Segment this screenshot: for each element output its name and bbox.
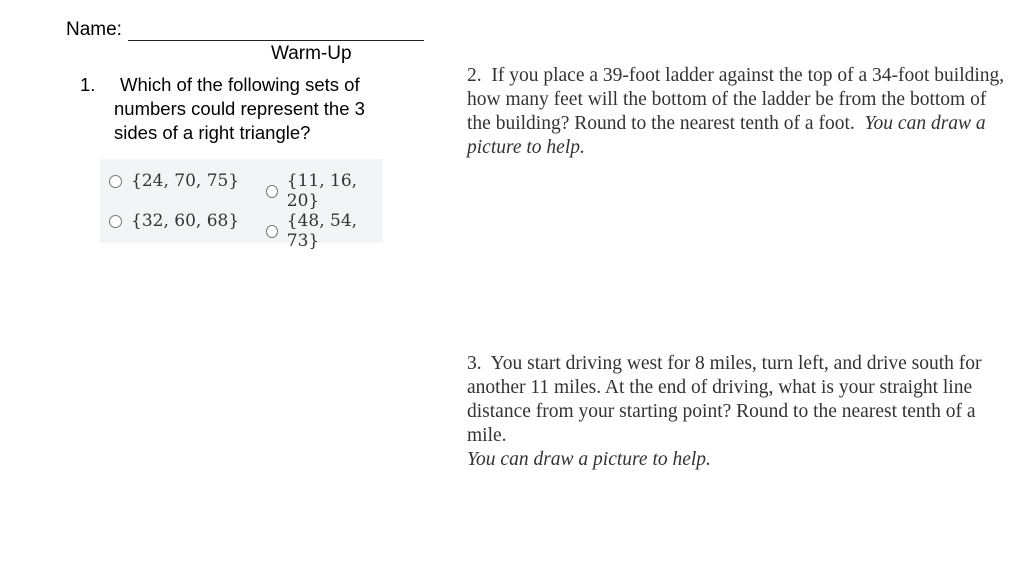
question-2 (467, 64, 1007, 160)
question-3-text: You start driving west for 8 miles, turn left, and drive south for another 11 miles. At the end of driving, what is your straight line distance from your starting point? Round to the nearest tenth of a mile. (467, 353, 982, 446)
question-1-options (100, 159, 383, 251)
option-a[interactable] (109, 171, 239, 191)
question-3-number: 3. (467, 353, 482, 374)
question-1-number: 1. (80, 74, 96, 95)
question-3 (467, 352, 1007, 472)
radio-icon[interactable] (109, 175, 122, 188)
page-title: Warm-Up (271, 43, 352, 64)
option-b[interactable] (266, 171, 383, 211)
option-c-label: {32, 60, 68} (131, 211, 240, 231)
option-a-label: {24, 70, 75} (131, 171, 240, 191)
question-1-text: Which of the following sets of numbers could represent the 3 sides of a right triangle? (114, 74, 365, 143)
question-2-help: You can draw a picture to help. (467, 113, 986, 158)
name-blank-line[interactable] (128, 20, 424, 41)
question-2-text: If you place a 39-foot ladder against the top of a 34-foot building, how many feet will the bottom of the ladder be from the bottom of the building? Round to the nearest tenth of a foot. (467, 65, 1005, 134)
option-d[interactable] (266, 211, 383, 251)
option-b-label: {11, 16, 20} (286, 171, 358, 211)
name-field (66, 19, 424, 41)
radio-icon[interactable] (266, 225, 278, 238)
radio-icon[interactable] (109, 215, 122, 228)
radio-icon[interactable] (266, 185, 278, 198)
option-c[interactable] (109, 211, 239, 231)
question-3-help: You can draw a picture to help. (467, 449, 711, 470)
question-2-number: 2. (467, 65, 482, 86)
name-label: Name: (66, 19, 122, 40)
option-d-label: {48, 54, 73} (286, 211, 358, 251)
